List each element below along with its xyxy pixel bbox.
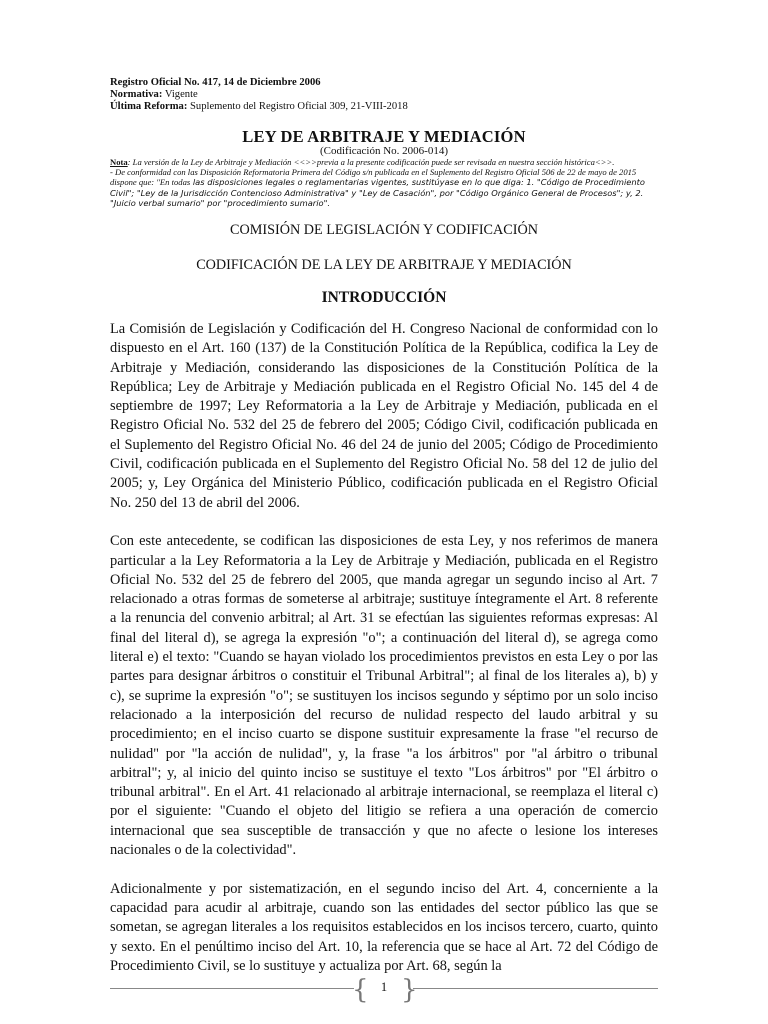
document-title: LEY DE ARBITRAJE Y MEDIACIÓN	[242, 127, 526, 146]
normativa-line: Normativa: Vigente	[110, 89, 198, 100]
body-paragraph: Con este antecedente, se codifican las disposiciones de esta Ley, y nos referimos de manera particular a la Ley Reformatoria a la Ley de Arbitraje y Mediación, publicada en el Registro Oficial No. 532 del 25 de febrero del 2005, que manda agregar un segundo inciso al Art. 7 relacionado a otras formas de someterse al arbitraje; sustituye íntegramente el Art. 8 referente a la renuncia del convenio arbitral; al Art. 31 se efectúan las siguientes reformas expresas: Al final del literal d), se agrega la expresión "o"; a continuación del literal d), se agrega como literal e) el texto: "Cuando se hayan violado los procedimientos previstos en esta Ley o por las partes para designar árbitros o constituir el Tribunal Arbitral"; al final de los literales a), b) y c), se suprime la expresión "o"; se sustituyen los incisos segundo y séptimo por un solo inciso relacionado a la interposición del recurso de nulidad respecto del laudo arbitral y su procedimiento; en el inciso cuarto se dispone sustituir expresamente la frase "el recurso de nulidad" por "la acción de nulidad", y, la frase "a los árbitros" por "al árbitro o tribunal arbitral"; y, al inicio del quinto inciso se sustituye el texto "Los árbitros" por "El árbitro o tribunal arbitral". En el Art. 41 relacionado al arbitraje internacional, se reemplaza el literal c) por el siguiente: "Cuando el objeto del litigio se refiera a una operación de comercio internacional que sea susceptible de transacción y que no afecte o lesione los intereses nacionales o de la colectividad".	[110, 533, 658, 859]
editorial-notes	[110, 157, 660, 208]
body-paragraph: Adicionalmente y por sistematización, en el segundo inciso del Art. 4, concerniente a la capacidad para acudir al arbitraje, cuando son las entidades del sector público las que se sometan, se agregan literales a los requisitos establecidos en los incisos tercero, cuarto, quinto y sexto. En el penúltimo inciso del Art. 10, la referencia que se hace al Art. 72 del Código de Procedimiento Civil, se lo sustituye y actualiza por Art. 68, según la	[110, 880, 658, 974]
document-body	[110, 320, 658, 995]
left-brace-icon: {	[352, 975, 369, 1005]
reforma-line: Última Reforma: Suplemento del Registro Oficial 309, 21-VIII-2018	[110, 101, 408, 112]
right-brace-icon: }	[401, 975, 418, 1005]
footer-rule-right	[413, 988, 658, 989]
footer-rule-left	[110, 988, 354, 989]
registro-line: Registro Oficial No. 417, 14 de Diciembre 2006	[110, 77, 321, 88]
heading-codificacion: CODIFICACIÓN DE LA LEY DE ARBITRAJE Y MEDIACIÓN	[196, 257, 572, 273]
note-reform-line: - De conformidad con las Disposición Reformatoria Primera del Código s/n publicada en el Suplemento del Registro Oficial 506 de 22 de mayo de 2015 dispone que: "En todas las disposiciones legales o reglamentarias vigentes, sustitúyase en lo que diga: 1. "Código de Procedimiento Civil"; "Ley de la Jurisdicción Contencioso Administrativa" y "Ley de Casación", por "Código Orgánico General de Procesos"; y, 2. "Juicio verbal sumario" por "procedimiento sumario".	[110, 167, 645, 208]
page-number: 1	[380, 980, 388, 994]
document-metadata	[110, 77, 408, 113]
body-paragraph: La Comisión de Legislación y Codificación del H. Congreso Nacional de conformidad con lo dispuesto en el Art. 160 (137) de la Constitución Política de la República, codifica la Ley de Arbitraje y Mediación, considerando las disposiciones de la Constitución Política de la República; Ley de Arbitraje y Mediación publicada en el Registro Oficial No. 145 del 4 de septiembre de 1997; Ley Reformatoria a la Ley de Arbitraje y Mediación, publicada en el Registro Oficial No. 532 del 25 de febrero del 2005; Código Civil, codificación publicada en el Suplemento del Registro Oficial No. 46 del 24 de junio del 2005; Código de Procedimiento Civil, codificación publicada en el Suplemento del Registro Oficial No. 58 del 12 de julio del 2005; y, Ley Orgánica del Ministerio Público, codificación publicada en el Registro Oficial No. 250 del 13 de abril del 2006.	[110, 321, 658, 511]
document-subtitle: (Codificación No. 2006-014)	[320, 145, 448, 157]
heading-introduccion: INTRODUCCIÓN	[321, 289, 447, 306]
note-line: Nota: La versión de la Ley de Arbitraje y Mediación <<>>previa a la presente codificación puede ser revisada en nuestra sección histórica<>>.	[110, 157, 615, 167]
heading-comision: COMISIÓN DE LEGISLACIÓN Y CODIFICACIÓN	[230, 222, 538, 238]
